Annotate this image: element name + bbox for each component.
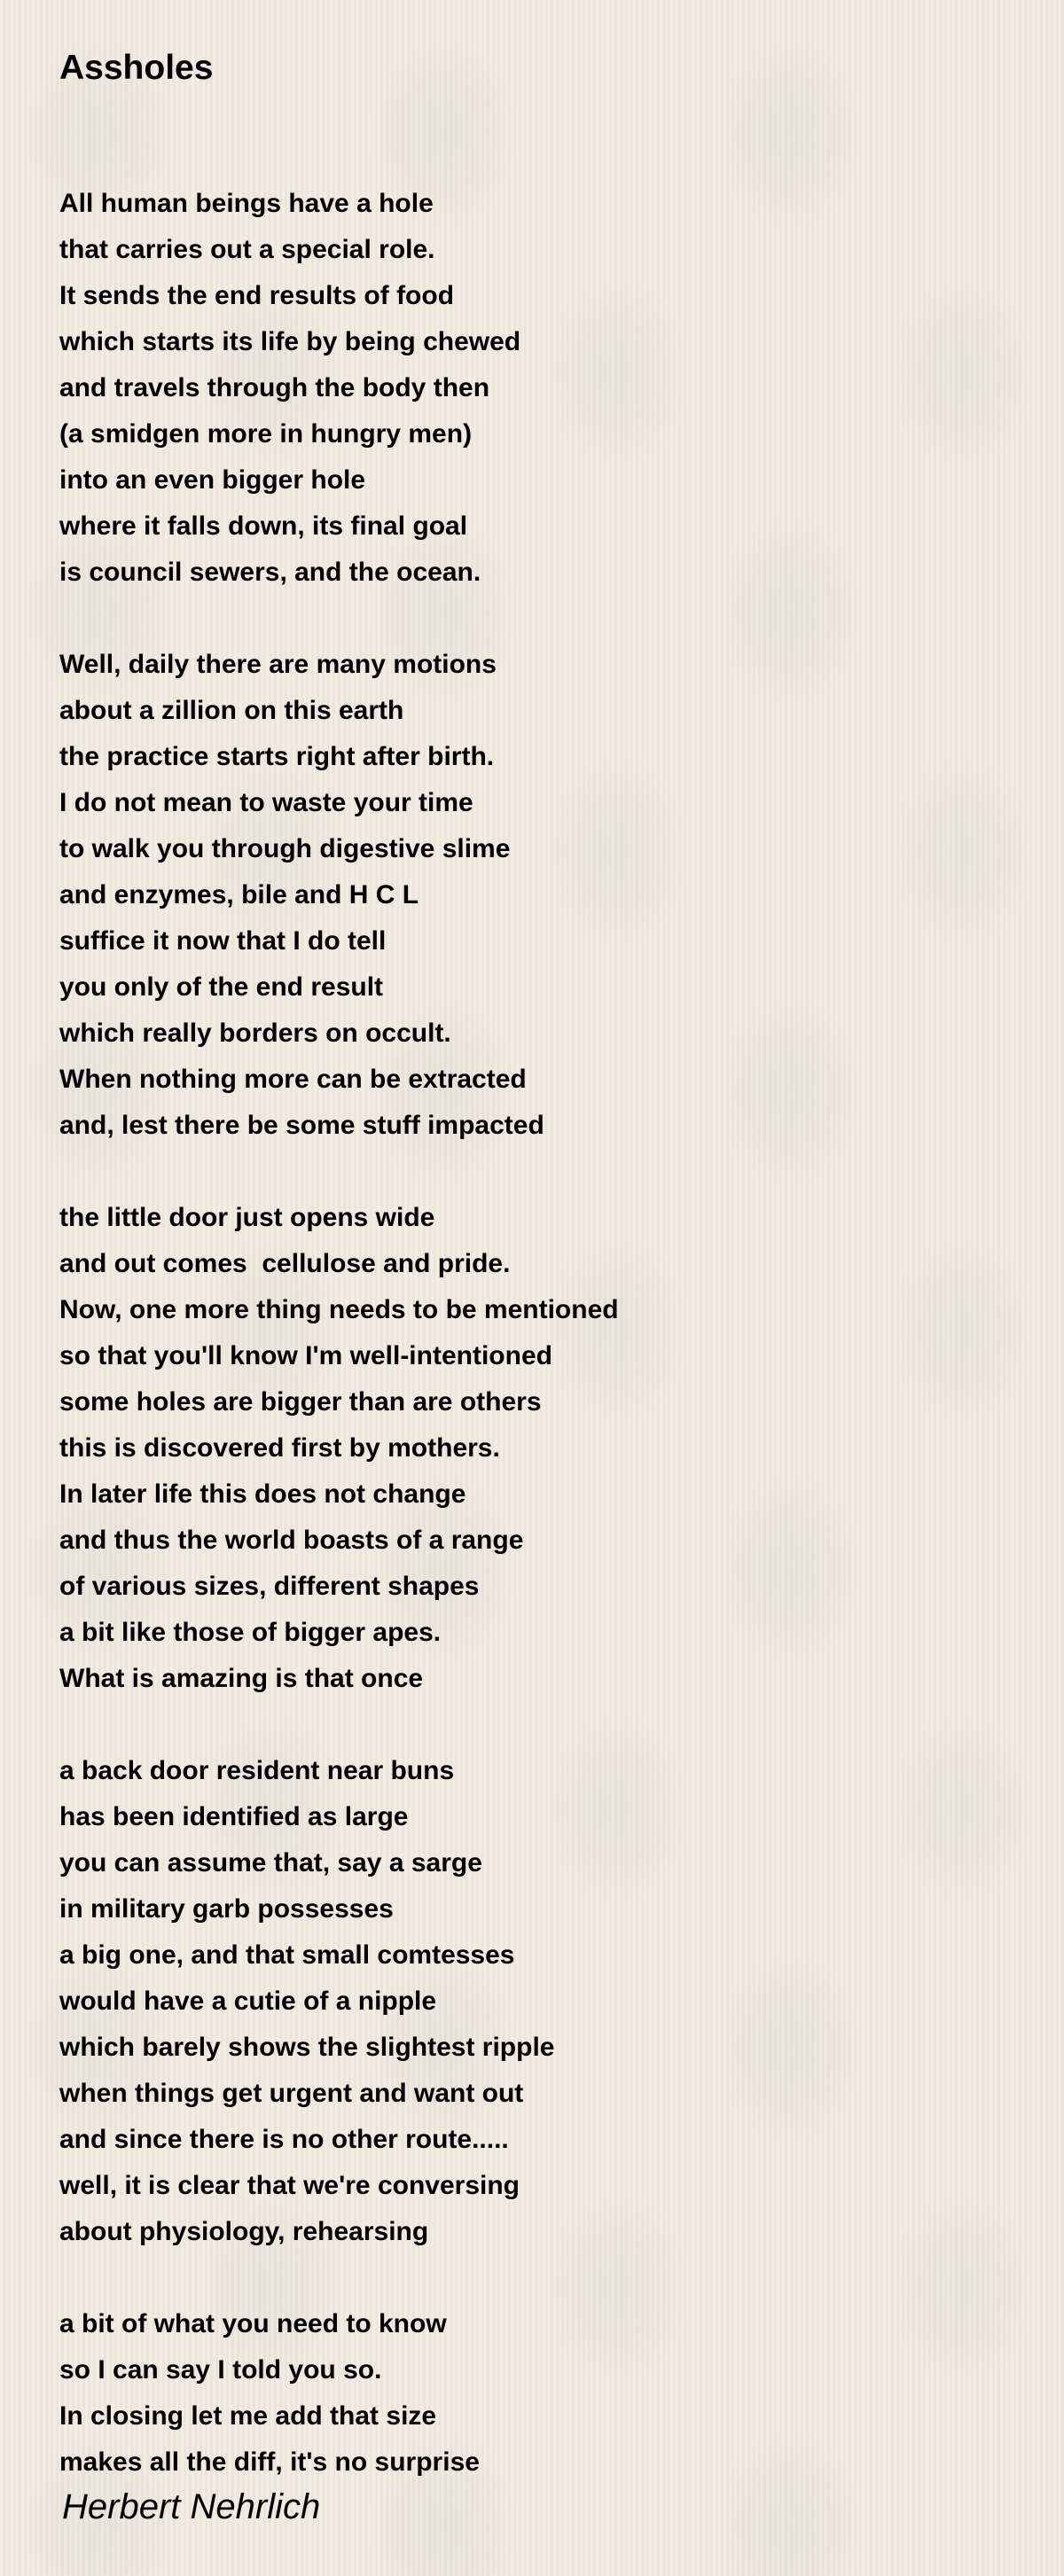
stanza-4 bbox=[59, 1748, 1017, 2255]
stanza-1 bbox=[59, 181, 1017, 596]
poem-line: about a zillion on this earth bbox=[59, 696, 404, 725]
poem-body bbox=[59, 181, 1017, 2486]
poem-line: in military garb possesses bbox=[59, 1894, 394, 1924]
poem-title: Assholes bbox=[59, 49, 214, 87]
poem-line: suffice it now that I do tell bbox=[59, 926, 387, 956]
poem-line: I do not mean to waste your time bbox=[59, 788, 473, 817]
poem-line: a bit of what you need to know bbox=[59, 2309, 447, 2338]
poem-line: makes all the diff, it's no surprise bbox=[59, 2447, 480, 2477]
poem-line: where it falls down, its final goal bbox=[59, 511, 468, 541]
poem-line: would have a cutie of a nipple bbox=[59, 1987, 437, 2016]
poem-line: which really borders on occult. bbox=[59, 1019, 451, 1048]
poem-line: which barely shows the slightest ripple bbox=[59, 2033, 555, 2062]
poem-line: you can assume that, say a sarge bbox=[59, 1848, 482, 1877]
poem-line: about physiology, rehearsing bbox=[59, 2217, 429, 2246]
poem-line: It sends the end results of food bbox=[59, 281, 455, 310]
poem-line: and thus the world boasts of a range bbox=[59, 1526, 524, 1555]
poem-page bbox=[59, 43, 1017, 2532]
poem-line: (a smidgen more in hungry men) bbox=[59, 419, 473, 449]
poem-line: of various sizes, different shapes bbox=[59, 1572, 480, 1601]
stanza-3 bbox=[59, 1195, 1017, 1702]
poem-line: Well, daily there are many motions bbox=[59, 650, 497, 679]
poem-line: and since there is no other route..... bbox=[59, 2125, 509, 2154]
poem-line: has been identified as large bbox=[59, 1802, 409, 1831]
poem-line: well, it is clear that we're conversing bbox=[59, 2171, 520, 2200]
stanza-5 bbox=[59, 2301, 1017, 2486]
poem-line: and out comes cellulose and pride. bbox=[59, 1249, 511, 1278]
poem-line: which starts its life by being chewed bbox=[59, 327, 521, 356]
poem-line: In closing let me add that size bbox=[59, 2401, 437, 2431]
poem-line: that carries out a special role. bbox=[59, 235, 435, 264]
poem-line: Now, one more thing needs to be mentioned bbox=[59, 1295, 619, 1324]
poem-line: What is amazing is that once bbox=[59, 1664, 424, 1693]
poem-line: In later life this does not change bbox=[59, 1479, 466, 1509]
poem-line: and enzymes, bile and H C L bbox=[59, 880, 419, 909]
poem-line: a bit like those of bigger apes. bbox=[59, 1618, 442, 1647]
poem-line: so I can say I told you so. bbox=[59, 2355, 382, 2385]
poem-line: to walk you through digestive slime bbox=[59, 834, 511, 863]
stanza-2 bbox=[59, 642, 1017, 1149]
poem-line: is council sewers, and the ocean. bbox=[59, 558, 481, 587]
poem-line: a big one, and that small comtesses bbox=[59, 1940, 515, 1970]
poem-author: Herbert Nehrlich bbox=[62, 2487, 321, 2526]
poem-line: some holes are bigger than are others bbox=[59, 1387, 542, 1417]
poem-line: into an even bigger hole bbox=[59, 465, 366, 495]
poem-line: and, lest there be some stuff impacted bbox=[59, 1111, 544, 1140]
poem-line: the practice starts right after birth. bbox=[59, 742, 495, 771]
poem-line: this is discovered first by mothers. bbox=[59, 1433, 500, 1463]
poem-line: when things get urgent and want out bbox=[59, 2079, 524, 2108]
poem-line: When nothing more can be extracted bbox=[59, 1065, 527, 1094]
poem-line: the little door just opens wide bbox=[59, 1203, 435, 1232]
poem-line: a back door resident near buns bbox=[59, 1756, 455, 1785]
poem-line: so that you'll know I'm well-intentioned bbox=[59, 1341, 552, 1370]
poem-line: All human beings have a hole bbox=[59, 189, 434, 218]
poem-line: and travels through the body then bbox=[59, 373, 490, 402]
poem-line: you only of the end result bbox=[59, 972, 384, 1002]
